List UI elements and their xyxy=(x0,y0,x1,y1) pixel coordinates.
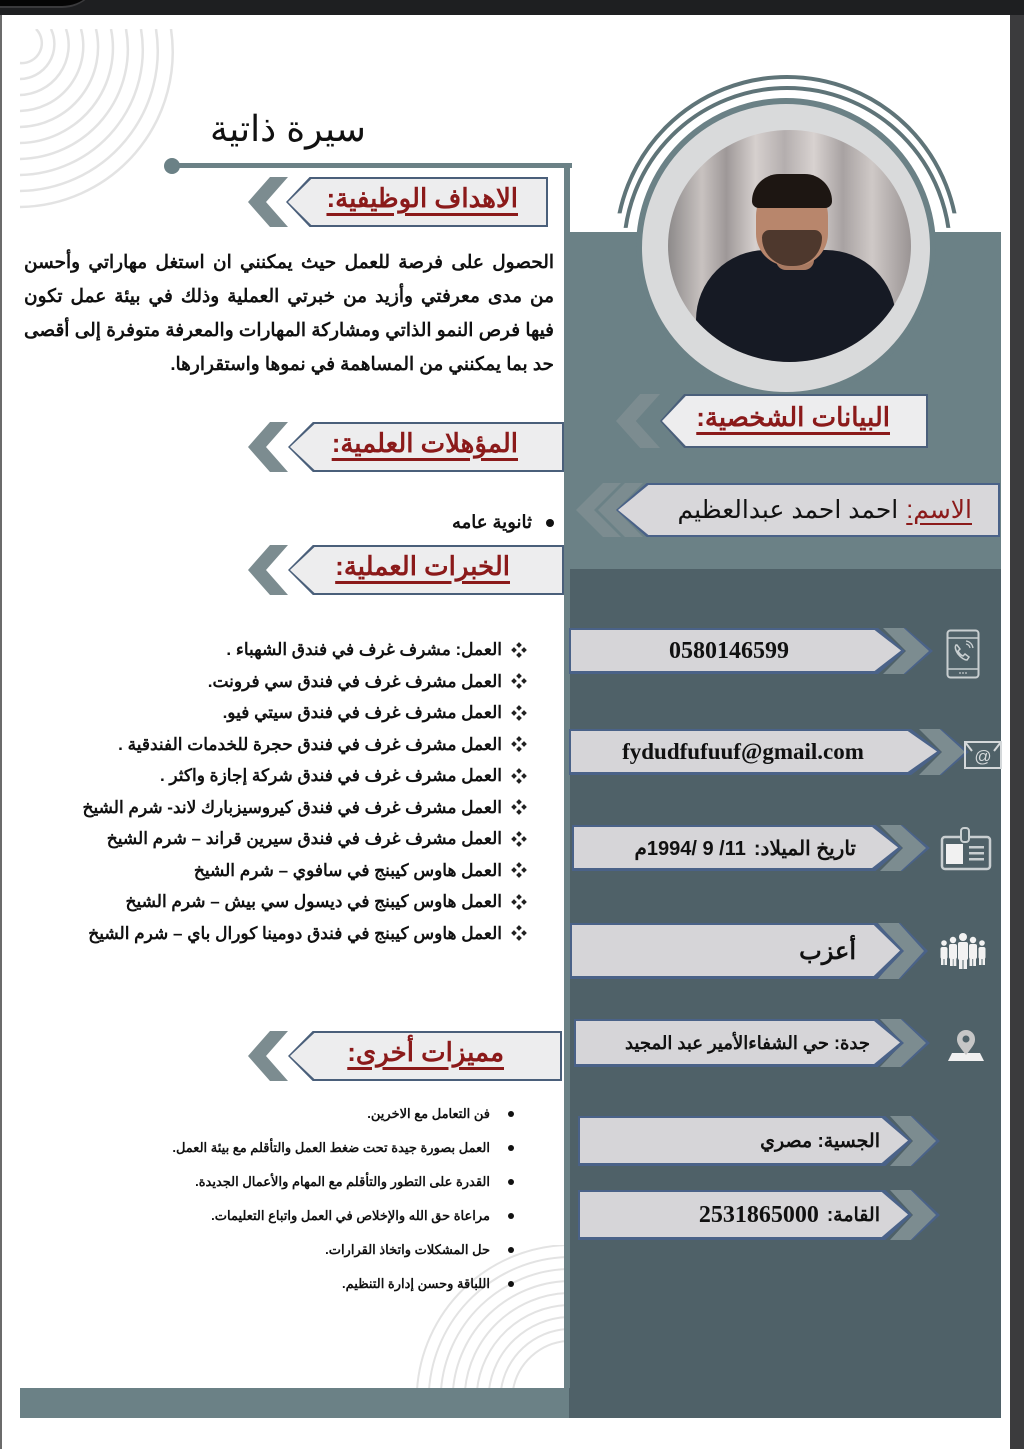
bullet-icon xyxy=(508,1247,514,1253)
list-item: العمل مشرف غرف في فندق سيتي فيو. xyxy=(83,697,526,729)
other-skills-list xyxy=(172,1097,514,1301)
section-header-experience xyxy=(248,545,564,595)
section-header-other xyxy=(248,1031,562,1081)
bullet-icon xyxy=(508,1179,514,1185)
list-item: العمل هاوس كيبنج في سافوي – شرم الشيخ xyxy=(83,855,526,887)
people-icon xyxy=(938,933,988,969)
list-item: اللباقة وحسن إدارة التنظيم. xyxy=(172,1267,514,1301)
marital-status-value: أعزب xyxy=(799,937,856,965)
section-header-personal xyxy=(616,394,928,448)
decorative-arcs-top xyxy=(16,29,176,209)
address-field xyxy=(574,1019,934,1067)
viewer-tab xyxy=(0,0,100,8)
birthdate-value: 11/ 9 /1994م xyxy=(634,837,746,860)
address-value: جدة: حي الشفاءالأمير عبد المجيد xyxy=(624,1032,870,1053)
list-item: العمل مشرف غرف في فندق شركة إجازة واكثر . xyxy=(83,760,526,792)
title-accent-dot xyxy=(164,158,180,174)
id-card-icon xyxy=(940,827,992,871)
nationality-field xyxy=(578,1116,940,1166)
iqama-label: القامة: xyxy=(826,1204,880,1226)
section-title: مميزات أخرى: xyxy=(347,1037,504,1067)
list-item: العمل بصورة جيدة تحت ضغط العمل والتأقلم مع بيئة العمل. xyxy=(172,1131,514,1165)
nationality-value: الجسية: مصري xyxy=(760,1130,880,1152)
location-map-icon xyxy=(946,1029,986,1063)
list-item: العمل مشرف غرف في فندق حجرة للخدمات الفندقية . xyxy=(83,729,526,761)
email-value: fydudfufuuf@gmail.com xyxy=(622,739,864,764)
list-item: ثانوية عامه xyxy=(452,512,554,533)
experience-list xyxy=(83,634,526,949)
phone-icon xyxy=(946,629,980,679)
diamond-bullet-icon xyxy=(512,706,526,720)
chevron-icon xyxy=(248,422,288,472)
list-item: القدرة على التطور والتأقلم مع المهام والأعمال الجديدة. xyxy=(172,1165,514,1199)
cv-page xyxy=(2,15,1010,1449)
bullet-icon xyxy=(508,1145,514,1151)
contact-panel-dark xyxy=(569,569,1001,1418)
list-item: العمل هاوس كيبنج في ديسول سي بيش – شرم الشيخ xyxy=(83,886,526,918)
viewer-scrollbar[interactable] xyxy=(1010,15,1024,1449)
qualifications-list xyxy=(452,512,554,533)
list-item: فن التعامل مع الاخرين. xyxy=(172,1097,514,1131)
email-icon xyxy=(964,741,1002,769)
list-item: حل المشكلات واتخاذ القرارات. xyxy=(172,1233,514,1267)
section-header-qualifications xyxy=(248,422,564,472)
marital-status-field xyxy=(570,923,934,979)
list-item: العمل هاوس كيبنج في فندق دومينا كورال باي – شرم الشيخ xyxy=(83,918,526,950)
diamond-bullet-icon xyxy=(512,643,526,657)
iqama-field xyxy=(578,1190,940,1240)
bullet-icon xyxy=(508,1281,514,1287)
name-label: الاسم: xyxy=(906,496,972,524)
diamond-bullet-icon xyxy=(512,800,526,814)
birthdate-field xyxy=(572,825,934,871)
list-item: العمل مشرف غرف في فندق كيروسيزبارك لاند- شرم الشيخ xyxy=(83,792,526,824)
page-title: سيرة ذاتية xyxy=(210,108,366,149)
list-item: مراعاة حق الله والإخلاص في العمل واتباع التعليمات. xyxy=(172,1199,514,1233)
diamond-bullet-icon xyxy=(512,737,526,751)
avatar xyxy=(668,130,911,362)
section-title: الاهداف الوظيفية: xyxy=(326,183,518,213)
diamond-bullet-icon xyxy=(512,674,526,688)
diamond-bullet-icon xyxy=(512,863,526,877)
name-field xyxy=(576,483,1000,537)
bullet-icon xyxy=(508,1111,514,1117)
list-item: العمل مشرف غرف في فندق سي فرونت. xyxy=(83,666,526,698)
diamond-bullet-icon xyxy=(512,895,526,909)
phone-field xyxy=(569,628,937,674)
list-item: العمل مشرف غرف في فندق سيرين قراند – شرم الشيخ xyxy=(83,823,526,855)
name-value: احمد احمد عبدالعظيم xyxy=(677,496,899,524)
chevron-icon xyxy=(248,177,288,227)
birthdate-label: تاريخ الميلاد: xyxy=(753,837,856,860)
chevron-icon xyxy=(616,394,660,448)
objective-text: الحصول على فرصة للعمل حيث يمكنني ان استغل مهاراتي وأحسن من مدى معرفتي وأزيد من خبرتي العملية وذلك في بيئة عمل تكون فيها فرص النمو الذاتي ومشاركة المهارات والمعرفة متوفرة إلى أقصى حد بما يمكنني من المساهمة في نموها واستقرارها. xyxy=(24,251,554,374)
footer-bar xyxy=(20,1388,569,1418)
phone-value: 0580146599 xyxy=(669,637,789,664)
diamond-bullet-icon xyxy=(512,926,526,940)
diamond-bullet-icon xyxy=(512,769,526,783)
viewer-top-bar xyxy=(0,0,1024,15)
chevron-icon xyxy=(248,545,288,595)
section-title: الخبرات العملية: xyxy=(335,551,510,581)
section-title: المؤهلات العلمية: xyxy=(331,428,518,458)
svg-text:@: @ xyxy=(974,747,992,766)
section-header-objectives xyxy=(248,177,548,227)
bullet-icon xyxy=(546,519,554,527)
email-field xyxy=(569,729,961,775)
bullet-icon xyxy=(508,1213,514,1219)
section-title: البيانات الشخصية: xyxy=(696,402,890,432)
accent-vertical xyxy=(564,163,570,235)
column-divider xyxy=(564,232,570,1388)
list-item: العمل: مشرف غرف في فندق الشهباء . xyxy=(83,634,526,666)
title-accent-line xyxy=(177,163,572,168)
diamond-bullet-icon xyxy=(512,832,526,846)
chevron-icon xyxy=(248,1031,288,1081)
iqama-value: 2531865000 xyxy=(698,1201,819,1228)
